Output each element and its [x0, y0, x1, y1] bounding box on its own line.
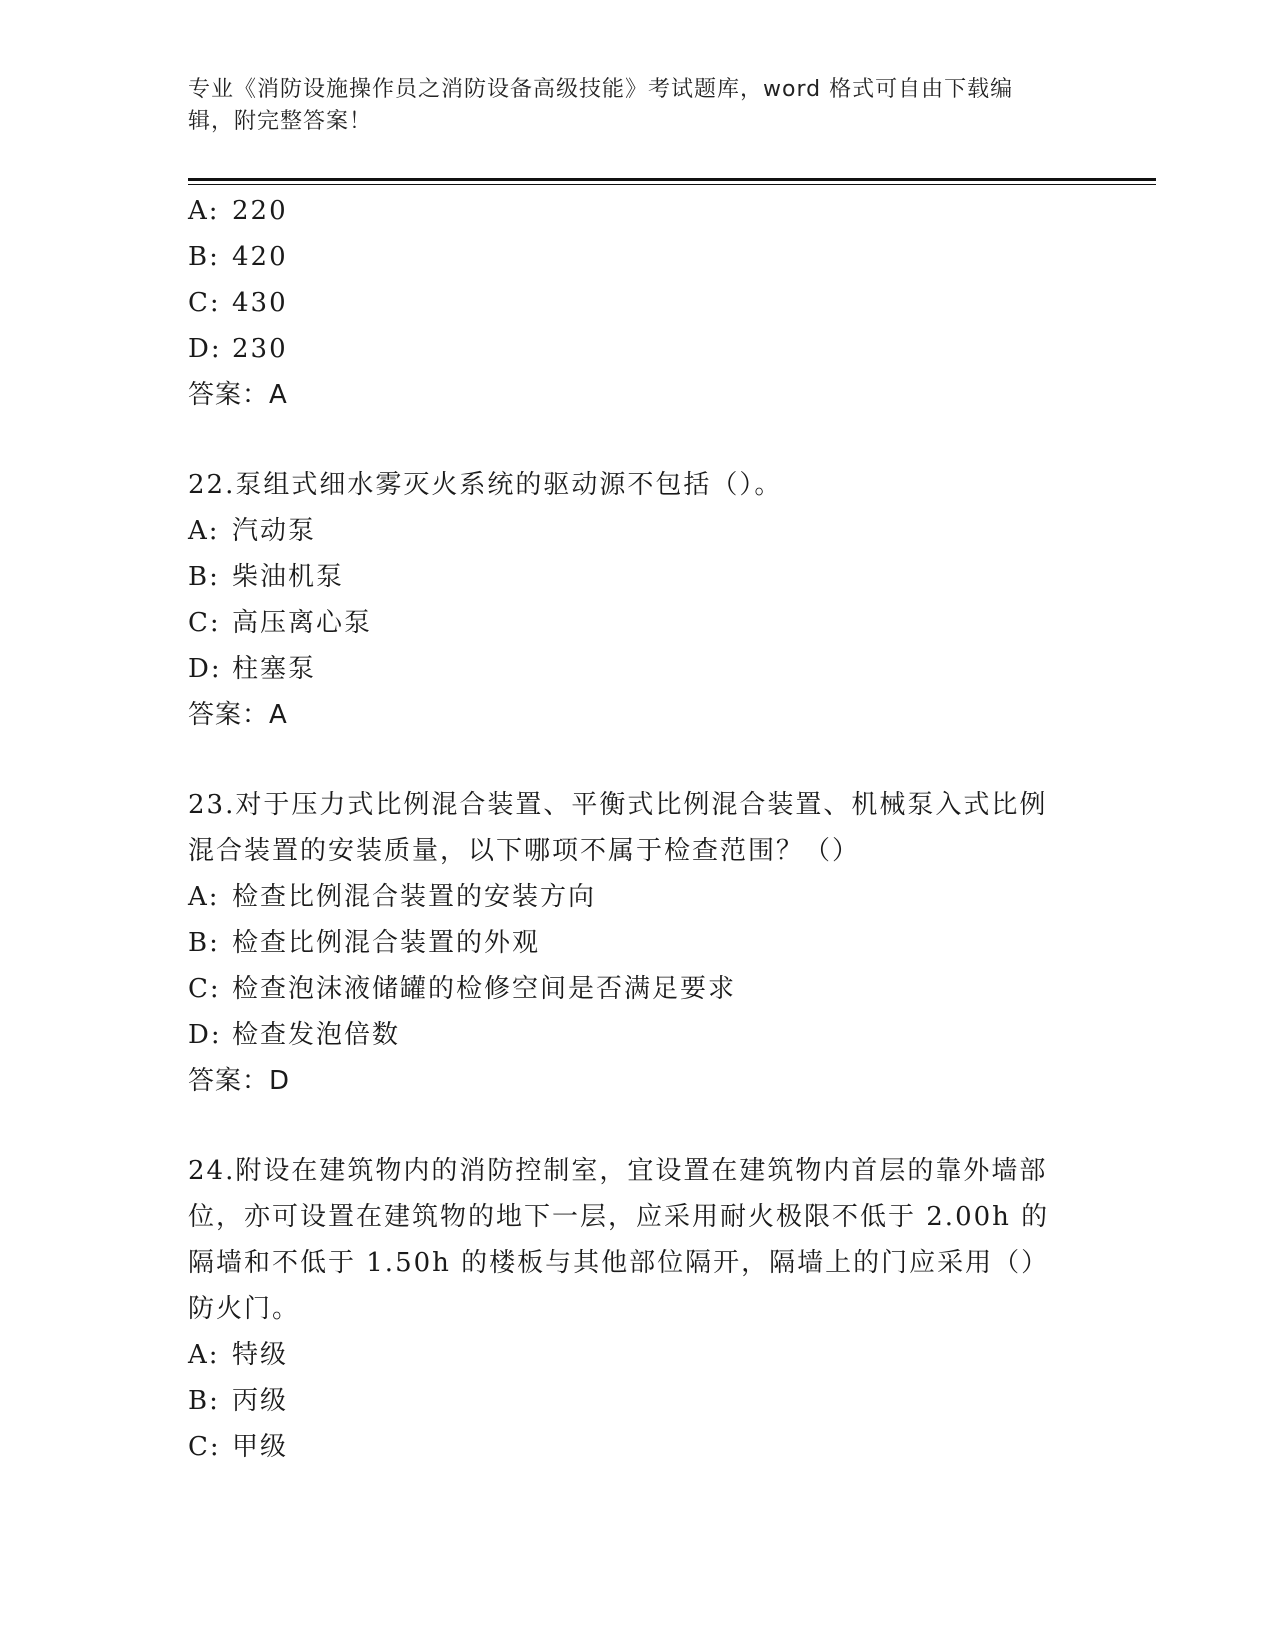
question-stem: 22.泵组式细水雾灭火系统的驱动源不包括（）。	[188, 470, 783, 500]
header-line-2: 辑，附完整答案！	[188, 109, 373, 134]
header-line-1: 专业《消防设施操作员之消防设备高级技能》考试题库，word 格式可自由下载编	[188, 77, 1014, 102]
option-b: B: 丙级	[188, 1386, 289, 1416]
question-stem: 24.附设在建筑物内的消防控制室，宜设置在建筑物内首层的靠外墙部	[188, 1156, 1048, 1186]
question-stem: 隔墙和不低于 1.50h 的楼板与其他部位隔开，隔墙上的门应采用（）	[188, 1248, 1050, 1278]
option-b: B: 420	[188, 242, 288, 272]
question-24	[188, 1148, 1088, 1470]
option-a: A: 检查比例混合装置的安装方向	[188, 882, 597, 912]
header-rule-thin	[188, 184, 1156, 185]
answer-line: 答案：D	[188, 1066, 291, 1096]
question-stem: 混合装置的安装质量，以下哪项不属于检查范围？（）	[188, 836, 861, 866]
answer-line: 答案：A	[188, 700, 288, 730]
question-stem: 23.对于压力式比例混合装置、平衡式比例混合装置、机械泵入式比例	[188, 790, 1048, 820]
option-c: C: 高压离心泵	[188, 608, 373, 638]
option-b: B: 柴油机泵	[188, 562, 345, 592]
question-21-tail	[188, 188, 1088, 418]
question-content	[188, 188, 1088, 1470]
question-stem: 位，亦可设置在建筑物的地下一层，应采用耐火极限不低于 2.00h 的	[188, 1202, 1050, 1232]
option-a: A: 特级	[188, 1340, 289, 1370]
option-c: C: 430	[188, 288, 288, 318]
question-23	[188, 782, 1088, 1104]
answer-line: 答案：A	[188, 380, 288, 410]
document-header	[188, 74, 1068, 138]
option-a: A: 220	[188, 196, 288, 226]
option-c: C: 甲级	[188, 1432, 289, 1462]
option-b: B: 检查比例混合装置的外观	[188, 928, 541, 958]
question-22	[188, 462, 1088, 738]
option-a: A: 汽动泵	[188, 516, 317, 546]
option-d: D: 检查发泡倍数	[188, 1020, 401, 1050]
option-d: D: 柱塞泵	[188, 654, 317, 684]
option-d: D: 230	[188, 334, 288, 364]
question-stem: 防火门。	[188, 1294, 301, 1324]
option-c: C: 检查泡沫液储罐的检修空间是否满足要求	[188, 974, 737, 1004]
header-rule-thick	[188, 178, 1156, 181]
